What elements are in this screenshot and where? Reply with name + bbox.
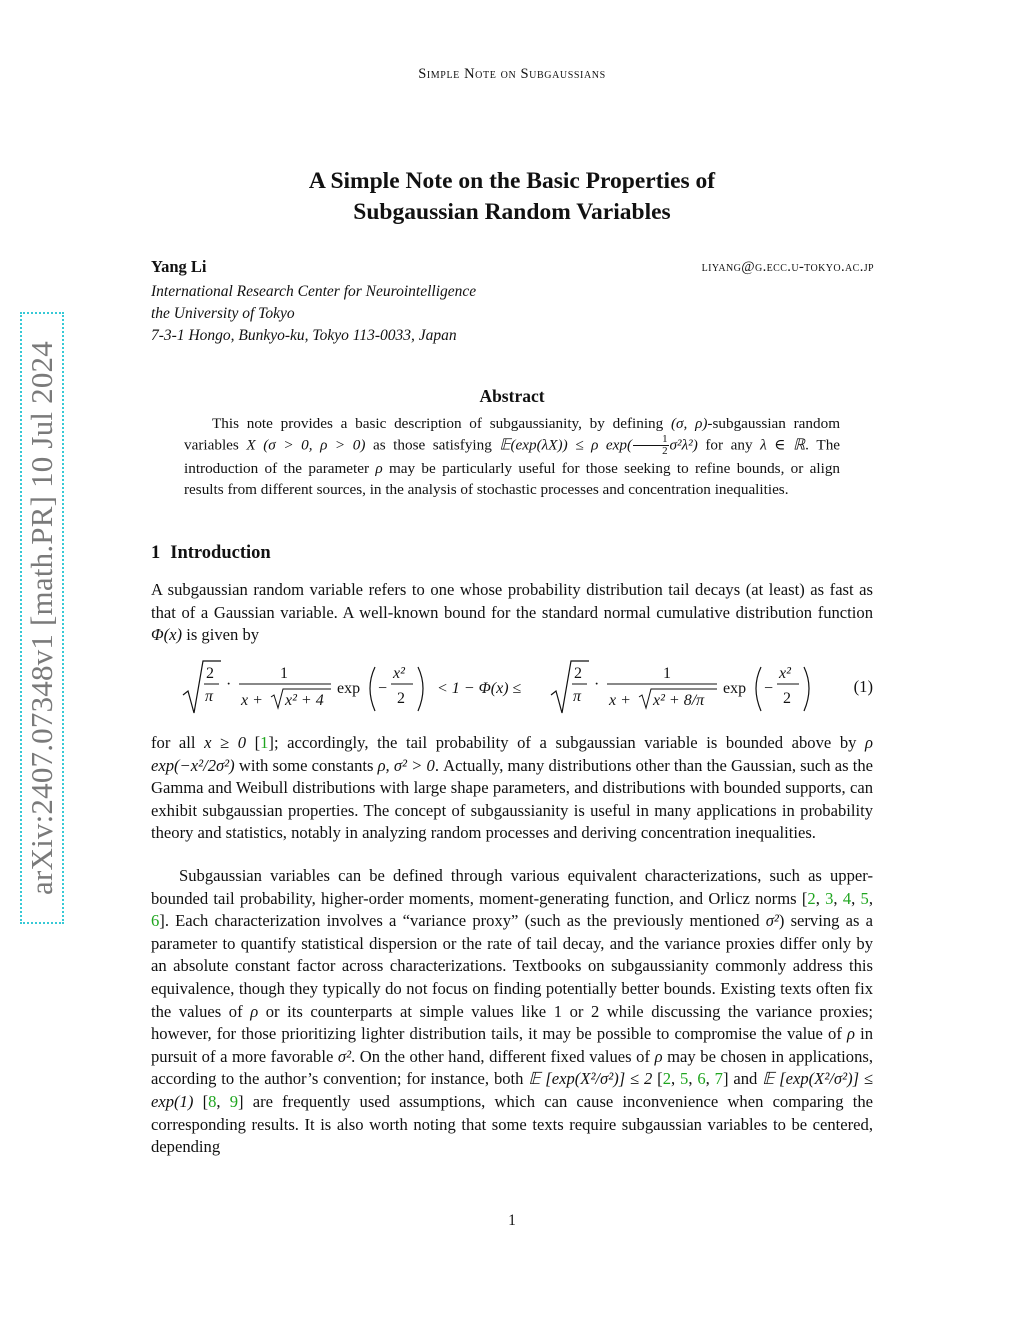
abstract-math: X [246, 436, 256, 454]
abstract-math: σ²λ²) [669, 436, 698, 454]
eq-radicand: x² + 8/π [653, 692, 705, 709]
inline-math: σ² [337, 1046, 352, 1066]
author-affiliation [151, 281, 476, 347]
paren-left [756, 667, 761, 711]
eq-dot: · [226, 676, 232, 693]
citation-link[interactable]: 4 [842, 888, 852, 908]
citation-link[interactable]: 5 [860, 888, 869, 908]
abstract-math: (σ, ρ) [670, 415, 708, 432]
eq-radicand: x² + 4 [285, 692, 324, 709]
citation-link[interactable]: 2 [807, 888, 816, 908]
citation-link[interactable]: 2 [662, 1069, 672, 1089]
paragraph-text: . Each characterization involves a “variance proxy” (such as the previously mentioned [164, 911, 760, 931]
eq-middle: < 1 − Φ(x) ≤ [437, 680, 522, 697]
author-name: Yang Li [151, 257, 207, 276]
abstract-text [184, 413, 840, 500]
page-number: 1 [508, 1212, 516, 1229]
eq-minus: − [764, 680, 774, 697]
eq-x-plus: x + [241, 692, 263, 709]
abstract-math: ρ [375, 459, 383, 477]
equation-number: (1) [853, 677, 873, 696]
paragraph-text: is given by [186, 625, 260, 645]
abstract-text-part: for any [705, 436, 753, 454]
abstract-text-part: . The introduction of the parameter [184, 436, 841, 477]
affiliation-line: International Research Center for Neurointelligence [151, 283, 477, 300]
sqrt-sign [551, 661, 589, 713]
paragraph-text: Subgaussian variables can be defined through various equivalent characterizations, such as upper-bounded tail probability, higher-order moments, moment-generating function, and Orlicz norms [151, 866, 873, 908]
paragraph-text: serving as a parameter to quantify statistical dispersion or the rate of tail decay, and the variance proxies differ only by an absolute constant factor across characterizations. Textbooks on subgaussianity commonly address this equivalence, though they typically do not focus on finding potentially better bounds. Existing texts often fix the values of [151, 911, 873, 1021]
paren-left [370, 667, 375, 711]
inline-math: 𝔼 [exp(X²/σ²)] ≤ 2 [528, 1069, 653, 1089]
abstract-math: 𝔼(exp(λX)) ≤ ρ exp( [499, 436, 633, 454]
eq-dot: · [594, 676, 600, 693]
abstract-text-part: -subgaussian random variables [184, 415, 841, 454]
abstract-text-part: may be particularly useful for those seeking to refine bounds, or align results from different sources, in the analysis of stochastic processes and concentration inequalities. [184, 459, 841, 498]
eq-exp: exp [723, 680, 747, 697]
eq-one: 1 [280, 665, 288, 682]
title-line-1: A Simple Note on the Basic Properties of [308, 168, 716, 194]
inline-math: x ≥ 0 [204, 733, 247, 752]
eq-two: 2 [783, 690, 791, 707]
paragraph-text: are frequently used assumptions, which can cause inconvenience when comparing the corresponding results. It is also worth noting that some texts require subgaussian variables to be centered, depending [151, 1091, 873, 1157]
abstract-heading: Abstract [479, 386, 545, 406]
abstract-fraction [633, 434, 668, 458]
citation-link[interactable]: 3 [825, 888, 834, 908]
paragraph-text: and [733, 1069, 758, 1089]
paragraph-text: for all [151, 733, 196, 752]
paragraph-text: may be chosen in applications, according to the author’s convention; for instance, both [151, 1046, 873, 1089]
inline-math: Φ(x) [151, 625, 183, 645]
fraction-numerator: 1 [633, 434, 668, 446]
section-number: 1 [151, 543, 161, 563]
paragraph-text: with some constants [238, 755, 374, 775]
paren-right [418, 667, 423, 711]
citation-link[interactable]: 1 [260, 733, 269, 752]
eq-x-plus: x + [609, 692, 631, 709]
arxiv-identifier[interactable]: arXiv:2407.07348v1 [math.PR] 10 Jul 2024 [24, 341, 59, 895]
section-title: Introduction [170, 543, 271, 563]
inline-math: ρ, σ² > 0 [377, 755, 435, 775]
eq-pi: π [573, 688, 582, 705]
paragraph-text: A subgaussian random variable refers to one whose probability distribution tail decays (at least) as fast as that of a Gaussian variable. A well-known bound for the standard normal cumulative distribution function [151, 580, 873, 622]
abstract-math: (σ > 0, ρ > 0) [263, 436, 366, 454]
inline-math: σ² [765, 911, 779, 931]
section-heading [151, 543, 271, 564]
eq-minus: − [378, 680, 388, 697]
inline-math: ρ [846, 1024, 855, 1044]
paragraph-text: ; accordingly, the tail probability of a subgaussian variable is bounded above by [273, 733, 857, 752]
inline-math: 𝔼 [exp(X²/σ²)] ≤ exp(1) [151, 1069, 874, 1111]
eq-two: 2 [397, 690, 405, 707]
paragraph-text: . On the other hand, different fixed values of [351, 1046, 651, 1066]
paragraph-text: . Actually, many distributions other than the Gaussian, such as the Gamma and Weibull distributions with large shape parameters, and distributions with bounded supports, can exhibit subgaussian properties. The concept of subgaussianity is useful in many applications in probability theory and statistics, notably in analyzing random processes and deriving concentration inequalities. [151, 755, 873, 843]
intro-paragraph-3: Subgaussian variables can be defined through various equivalent characterizations, such as upper-bounded tail probability, higher-order moments, moment-generating function, and Orlicz norms [2, 3, 4, 5, 6]. Each characterization involves a “variance proxy” (such as the previously mentioned σ²) serving as a parameter to quantify statistical dispersion or the rate of tail decay, and the variance proxies differ only by an absolute constant factor across characterizations. Textbooks on subgaussianity commonly address this equivalence, though they typically do not focus on finding potentially better bounds. Existing texts often fix the values of ρ or its counterparts at simple values like 1 or 2 while discussing the variance proxies; however, for those prioritizing lighter distribution tails, it may be possible to compromise the value of ρ in pursuit of a more favorable σ². On the other hand, different fixed values of ρ may be chosen in applications, according to the author’s convention; for instance, both 𝔼 [exp(X²/σ²)] ≤ 2 [2, 5, 6, 7] and 𝔼 [exp(X²/σ²)] ≤ exp(1) [8, 9] are frequently used assumptions, which can cause inconvenience when comparing the corresponding results. It is also worth noting that some texts require subgaussian variables to be centered, depending [151, 866, 874, 1157]
fraction-denominator: 2 [662, 445, 668, 458]
citation-link[interactable]: 8 [208, 1091, 217, 1111]
sqrt-sign [183, 661, 221, 713]
paragraph-text: or its counterparts at simple values like 1 or 2 while discussing the variance proxies; however, for those prioritizing lighter distribution tails, it may be possible to compromise the value of [151, 1001, 873, 1044]
affiliation-line: 7-3-1 Hongo, Bunkyo-ku, Tokyo 113-0033, Japan [151, 327, 457, 344]
abstract-text-part: This note provides a basic description of subgaussianity, by defining [212, 415, 664, 432]
inline-math: ρ exp(−x²/2σ²) [151, 733, 873, 775]
affiliation-line: the University of Tokyo [151, 305, 295, 322]
intro-paragraph-2: for all x ≥ 0 [1]; accordingly, the tail probability of a subgaussian variable is bounded above by ρ exp(−x²/2σ²) with some constants ρ, σ² > 0. Actually, many distributions other than the Gaussian, such as the Gamma and Weibull distributions with large shape parameters, and distributions with bounded supports, can exhibit subgaussian properties. The concept of subgaussianity is useful in many applications in probability theory and statistics, notably in analyzing random processes and deriving concentration inequalities. [151, 733, 873, 843]
eq-pi: π [205, 688, 214, 705]
inline-math: ρ [250, 1001, 259, 1021]
eq-x2: x² [779, 665, 791, 682]
author-email[interactable]: liyang@g.ecc.u-tokyo.ac.jp [701, 259, 874, 275]
citation-link[interactable]: 5 [680, 1069, 689, 1089]
abstract-text-part: as those satisfying [372, 436, 492, 454]
abstract-math: λ ∈ ℝ [760, 436, 806, 454]
running-head: Simple Note on Subgaussians [418, 66, 606, 82]
paper-title [0, 166, 1024, 228]
eq-x2: x² [393, 665, 405, 682]
eq-two: 2 [206, 665, 214, 682]
intro-paragraph-1 [151, 579, 873, 647]
eq-exp: exp [337, 680, 361, 697]
eq-one: 1 [663, 665, 671, 682]
equation-1 [151, 655, 873, 721]
citation-link[interactable]: 7 [714, 1069, 723, 1089]
citation-link[interactable]: 6 [697, 1069, 706, 1089]
citation-link[interactable]: 6 [151, 911, 160, 931]
citation-link[interactable]: 9 [229, 1091, 239, 1111]
equation-1-graphic [181, 655, 821, 721]
title-line-2: Subgaussian Random Variables [353, 199, 671, 225]
eq-two: 2 [574, 665, 582, 682]
paragraph-text: in pursuit of a more favorable [151, 1024, 873, 1066]
paren-right [804, 667, 809, 711]
inline-math: ρ [654, 1046, 663, 1066]
